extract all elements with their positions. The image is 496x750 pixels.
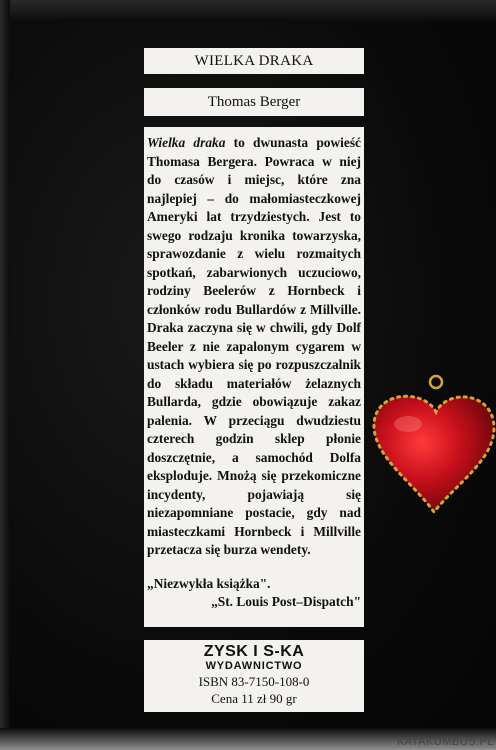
publisher-name: ZYSK I S-KA	[203, 643, 305, 660]
cover-top-edge	[0, 0, 496, 22]
review-quote	[147, 575, 361, 612]
quote-source: „St. Louis Post–Dispatch"	[211, 594, 361, 609]
blurb-title: Wielka draka	[147, 135, 226, 150]
quote-text: „Niezwykła książka".	[147, 575, 271, 591]
price-label: Cena 11 zł 90 gr	[211, 691, 297, 706]
cover-left-edge	[0, 0, 10, 750]
author-label	[144, 88, 364, 116]
publisher-panel	[144, 640, 364, 712]
site-watermark: KATAKUMBUS.PL	[396, 736, 494, 748]
book-author: Thomas Berger	[207, 93, 301, 110]
publisher-subtitle: WYDAWNICTWO	[205, 660, 303, 672]
title-label	[144, 48, 364, 74]
blurb-text	[147, 134, 361, 560]
heart-ornament-icon	[366, 372, 496, 520]
blurb-body: to dwunasta powieść Thomasa Bergera. Powraca w niej do czasów i miejsc, które zna najlepiej – do małomiasteczkowej Ameryki lat trzydziestych. Jest to swego rodzaju kronika towarzyska, sprawozdanie z wielu rozmaitych spotkań, zabarwionych uczuciowo, rodziny Beelerów z Hornbeck i członków rodu Bullardów z Millville. Draka zaczyna się w chwili, gdy Dolf Beeler z nie zapalonym cygarem w ustach wybiera się po rozpuszczalnik do składu materiałów żelaznych Bullarda, gdzie obowiązuje zakaz palenia. W przeciągu dwudziestu czterech godzin sklep płonie doszczętnie, a samochód Dolfa eksploduje. Mnożą się przekomiczne incydenty, pojawiają się niezapomniane postacie, gdy nad miasteczkami Hornbeck i Millville przetacza się burza wendety.	[147, 135, 361, 557]
isbn-number: ISBN 83-7150-108-0	[198, 674, 310, 689]
book-title: WIELKA DRAKA	[194, 52, 314, 69]
blurb-panel	[144, 127, 364, 627]
